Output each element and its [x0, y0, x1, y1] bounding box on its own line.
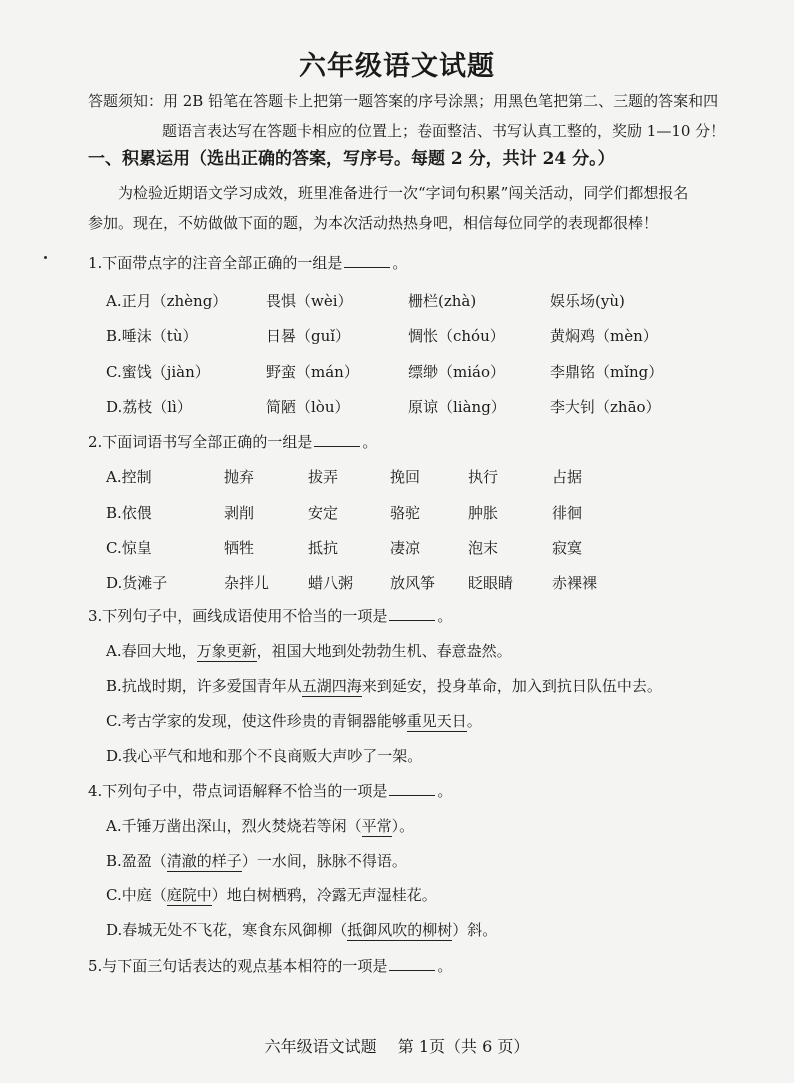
- question-2-text: 2.下面词语书写全部正确的一组是: [88, 433, 313, 451]
- instructions-line-2: 题语言表达写在答题卡相应的位置上；卷面整洁、书写认真工整的，奖励 1—10 分！: [162, 122, 726, 140]
- q3-a-text: A.春回大地，: [106, 642, 197, 660]
- section-1-intro-line-2: 参加。现在，不妨做做下面的题，为本次活动热热身吧，相信每位同学的表现都很棒！: [88, 214, 659, 232]
- q1-d-1: D.荔枝（lì）: [106, 398, 192, 416]
- q2-c-2: 牺牲: [224, 539, 255, 557]
- q1-b-3: 惆怅（chóu）: [408, 327, 505, 345]
- q3-c-rest: 。: [466, 712, 482, 730]
- q2-b-4: 骆驼: [390, 504, 421, 522]
- question-3-stem: [88, 605, 452, 626]
- q1-c-4: 李鼎铭（mǐng）: [550, 363, 664, 381]
- q2-d-6: 赤裸裸: [552, 574, 598, 592]
- question-5-text: 5.与下面三句话表达的观点基本相符的一项是: [88, 957, 388, 975]
- q2-c-4: 凄凉: [390, 539, 421, 557]
- q1-a-3: 栅栏(zhà): [408, 292, 477, 310]
- q1-c-1: C.蜜饯（jiàn）: [106, 363, 210, 381]
- q4-c-rest: ）地白树栖鸦，冷露无声湿桂花。: [211, 886, 437, 904]
- question-1-text: 1.下面带点字的注音全部正确的一组是: [88, 254, 343, 272]
- q2-c-5: 泡末: [468, 539, 499, 557]
- question-3-text: 3.下列句子中，画线成语使用不恰当的一项是: [88, 607, 388, 625]
- q3-b-idiom: 五湖四海: [301, 677, 362, 695]
- q4-b-gloss: 清澈的样子: [166, 852, 242, 870]
- answer-blank-2[interactable]: [314, 432, 360, 447]
- q1-b-1: B.唾沫（tù）: [106, 327, 198, 345]
- q3-b-text: B.抗战时期，许多爱国青年从: [106, 677, 302, 695]
- question-2-end: 。: [362, 433, 378, 451]
- q1-a-2: 畏惧（wèi）: [266, 292, 353, 310]
- q2-a-6: 占据: [552, 468, 583, 486]
- q1-a-4: 娱乐场(yù): [550, 292, 625, 310]
- answer-blank-1[interactable]: [344, 253, 390, 268]
- q2-c-6: 寂寞: [552, 539, 583, 557]
- q3-c-text: C.考古学家的发现，使这件珍贵的青铜器能够: [106, 712, 407, 730]
- q2-a-1: A.控制: [106, 468, 152, 486]
- q2-b-5: 肿胀: [468, 504, 499, 522]
- page-number: 第 1页（共 6 页）: [397, 1037, 530, 1056]
- question-4-text: 4.下列句子中，带点词语解释不恰当的一项是: [88, 782, 388, 800]
- q3-option-c: [106, 710, 482, 731]
- q2-b-3: 安定: [308, 504, 339, 522]
- q2-d-1: D.货滩子: [106, 574, 168, 592]
- q4-option-c: [106, 884, 437, 905]
- answer-blank-5[interactable]: [389, 956, 435, 971]
- question-3-end: 。: [437, 607, 453, 625]
- q2-b-6: 徘徊: [552, 504, 583, 522]
- q2-d-2: 杂拌儿: [224, 574, 270, 592]
- q2-c-3: 抵抗: [308, 539, 339, 557]
- q4-d-text: D.春城无处不飞花，寒食东风御柳（: [106, 921, 348, 939]
- q1-c-2: 野蛮（mán）: [266, 363, 359, 381]
- q3-option-a: [106, 640, 512, 661]
- q4-a-rest: ）。: [391, 817, 415, 835]
- q1-d-2: 简陋（lòu）: [266, 398, 350, 416]
- question-4-end: 。: [437, 782, 453, 800]
- q2-a-2: 抛弃: [224, 468, 255, 486]
- question-1-end: 。: [392, 254, 408, 272]
- answer-blank-3[interactable]: [389, 606, 435, 621]
- q4-c-text: C.中庭（: [106, 886, 167, 904]
- q1-d-3: 原谅（liàng）: [408, 398, 506, 416]
- question-4-stem: [88, 780, 452, 801]
- q4-option-b: [106, 850, 407, 871]
- question-1-stem: [88, 252, 407, 273]
- q4-b-rest: ）一水间，脉脉不得语。: [241, 852, 407, 870]
- q3-c-idiom: 重见天日: [406, 712, 467, 730]
- q3-option-d: D.我心平气和地和那个不良商贩大声吵了一架。: [106, 747, 423, 765]
- question-5-end: 。: [437, 957, 453, 975]
- q2-b-1: B.依偎: [106, 504, 152, 522]
- instructions-line-1: 答题须知：用 2B 铅笔在答题卡上把第一题答案的序号涂黑；用黑色笔把第二、三题的答案和四: [88, 92, 719, 110]
- q2-a-5: 执行: [468, 468, 499, 486]
- q3-a-idiom: 万象更新: [196, 642, 257, 660]
- q2-d-3: 蜡八粥: [308, 574, 354, 592]
- q2-a-3: 拔弄: [308, 468, 339, 486]
- q2-d-4: 放风筝: [390, 574, 436, 592]
- section-1-intro-line-1: 为检验近期语文学习成效，班里准备进行一次“字词句积累”闯关活动，同学们都想报名: [118, 184, 689, 202]
- q4-option-a: [106, 815, 414, 836]
- q2-b-2: 剥削: [224, 504, 255, 522]
- question-2-stem: [88, 431, 377, 452]
- q4-a-text: A.千锤万凿出深山，烈火焚烧若等闲（: [106, 817, 362, 835]
- q4-b-text: B.盈盈（: [106, 852, 167, 870]
- q1-d-4: 李大钊（zhāo）: [550, 398, 661, 416]
- answer-blank-4[interactable]: [389, 781, 435, 796]
- q1-a-1: A.正月（zhèng）: [106, 292, 228, 310]
- q2-a-4: 挽回: [390, 468, 421, 486]
- q3-b-rest: 来到延安，投身革命，加入到抗日队伍中去。: [361, 677, 662, 695]
- page-title: 六年级语文试题: [299, 51, 495, 82]
- page-footer: [0, 1034, 794, 1057]
- section-1-heading: 一、积累运用（选出正确的答案，写序号。每题 2 分，共计 24 分。）: [88, 149, 615, 169]
- q2-d-5: 眨眼睛: [468, 574, 514, 592]
- q4-option-d: [106, 919, 497, 940]
- q4-c-gloss: 庭院中: [166, 886, 212, 904]
- q4-d-rest: ）斜。: [452, 921, 498, 939]
- q2-c-1: C.惊皇: [106, 539, 152, 557]
- q1-b-4: 黄焖鸡（mèn）: [550, 327, 658, 345]
- footer-title: 六年级语文试题: [264, 1037, 377, 1056]
- question-5-stem: [88, 955, 452, 976]
- q3-option-b: [106, 675, 662, 696]
- q4-d-gloss: 抵御风吹的柳树: [347, 921, 453, 939]
- q3-a-rest: ，祖国大地到处勃勃生机、春意盎然。: [256, 642, 512, 660]
- q1-c-3: 缥缈（miáo）: [408, 363, 505, 381]
- q1-b-2: 日晷（guǐ）: [266, 327, 351, 345]
- q4-a-gloss: 平常: [361, 817, 392, 835]
- margin-dot: [44, 256, 47, 259]
